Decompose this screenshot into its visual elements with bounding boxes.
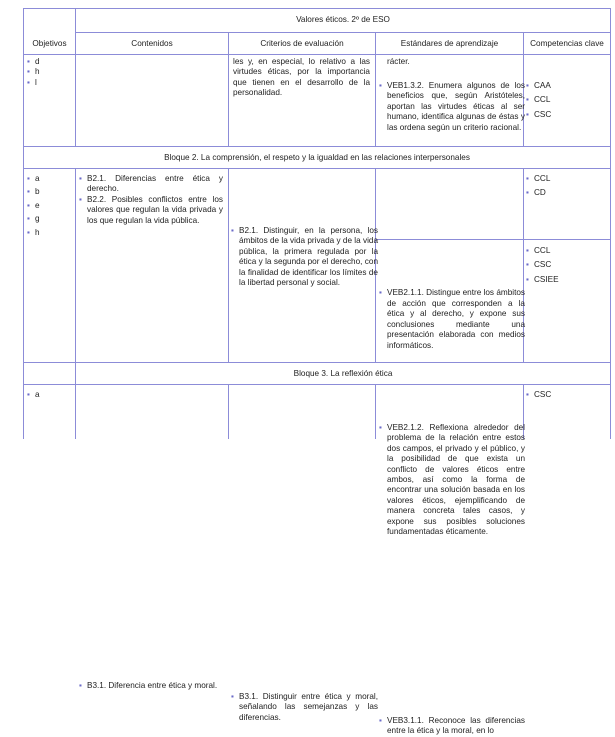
objetivos-list [27,174,73,238]
grid-line [228,168,229,362]
grid-line [75,8,76,146]
objetivos-list [27,57,73,88]
competencias-list [526,390,606,400]
header-contenidos: Contenidos [131,39,173,48]
list-item: ▪ CCL [526,174,551,183]
grid-line [75,32,611,33]
grid-line [375,384,376,439]
header-competencias: Competencias clave [530,39,604,48]
list-item: ▪ h [27,67,40,77]
grid-line [228,384,229,439]
contenidos-list [79,174,223,226]
competencias-list [526,174,606,199]
list-item: ▪ h [27,227,40,237]
competencias-list [526,246,606,285]
list-item: ▪ CSC [526,390,552,399]
list-item: ▪ a [27,390,40,399]
estandar-text: ▪ VEB1.3.2. Enumera algunos de los beneficios que, según Aristóteles, aportan las virtudes éticas al ser humano, identifica algunas de éstas y las ordena según un criterio racional. [379,81,525,132]
list-item: ▪ CD [526,188,546,198]
list-item: ▪ e [27,200,40,210]
list-item: ▪ g [27,214,40,224]
list-item: ▪ b [27,187,40,197]
grid-line [23,362,611,363]
list-item: ▪ l [27,77,37,87]
bloque2-title: Bloque 2. La comprensión, el respeto y la igualdad en las relaciones interpersonales [164,153,470,162]
list-item: ▪ B2.2. Posibles conflictos entre los valores que regulan la vida privada y los que regulan la vida pública. [79,194,223,225]
grid-line [75,168,76,384]
header-objetivos: Objetivos [32,39,67,48]
criterio-text: ▪ B2.1. Distinguir, en la persona, los ámbitos de la vida privada y de la vida pública, la primera regulada por la ética y la segunda por el derecho, con la finalidad de identificar los límites de la libertad personal y social. [231,226,378,288]
list-item: ▪ CSC [526,260,552,270]
contenido-text: ▪ B3.1. Diferencia entre ética y moral. [79,681,218,691]
grid-line [610,8,611,439]
estandar-text: ▪ VEB3.1.1. Reconoce las diferencias entre la ética y la moral, en lo [379,715,525,736]
list-item: ▪ CSC [526,109,552,119]
grid-line [23,8,24,439]
table-title: Valores éticos. 2º de ESO [296,15,390,24]
grid-line [23,146,611,147]
list-item: ▪ CSIEE [526,274,559,284]
estandar-text: ▪ VEB2.1.1. Distingue entre los ámbitos de acción que corresponden a la ética y al derecho, y expone sus conclusiones mediante una presentación elaborada con medios informáticos. [379,288,525,350]
list-item: ▪ B2.1. Diferencias entre ética y derecho. [79,174,223,194]
grid-line [75,384,76,439]
list-item: ▪ CAA [526,81,551,90]
list-item: ▪ CCL [526,95,551,105]
objetivos-list [27,390,73,400]
list-item: ▪ a [27,174,40,183]
bloque3-title: Bloque 3. La reflexión ética [293,369,393,378]
criterio-text: les y, en especial, lo relativo a las virtudes éticas, por la importancia que tienen en el desarrollo de la personalidad. [233,57,370,98]
competencias-list [526,81,606,120]
list-item: ▪ CCL [526,246,551,255]
estandar-text: ▪ VEB2.1.2. Reflexiona alrededor del problema de la relación entre estos dos campos, el privado y el público, y la posibilidad de que exista un conflicto de valores éticos entre ambos, así como la forma de encontrar una solución basada en los valores éticos, ejemplificando de manera concreta tales casos, y expone sus posibles soluciones fundamentadas éticamente. [379,422,525,536]
header-estandares: Estándares de aprendizaje [400,39,499,48]
grid-line [23,8,611,9]
estandar-continuation: rácter. [387,57,410,66]
header-criterios: Criterios de evaluación [260,39,344,48]
criterio-text: ▪ B3.1. Distinguir entre ética y moral, señalando las semejanzas y las diferencias. [231,691,378,722]
grid-line [375,239,611,240]
list-item: ▪ d [27,57,40,66]
